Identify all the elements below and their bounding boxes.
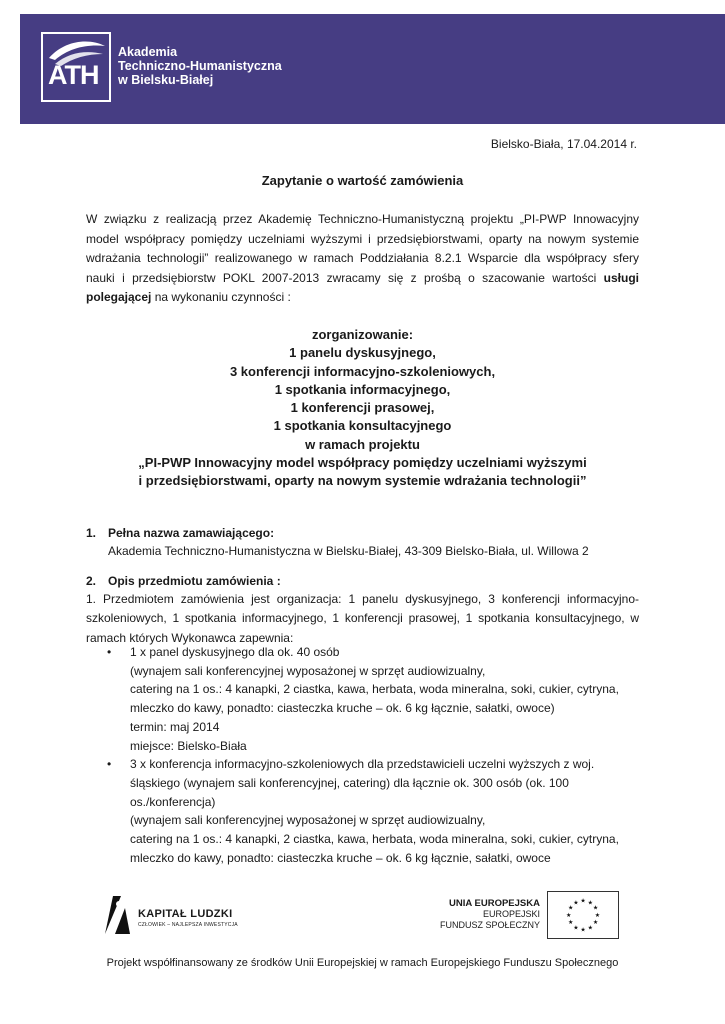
header-banner [20,14,725,124]
scope-line: „PI-PWP Innowacyjny model współpracy pomiędzy uczelniami wyższymi [138,455,587,471]
scope-line: i przedsiębiorstwami, oparty na nowym systemie wdrażania technologii” [138,473,587,489]
kapital-ludzki-icon [103,894,131,936]
footer-logos [0,886,725,946]
section-number: 2. [86,574,97,588]
eu-star-icon: ★ [580,927,586,934]
bullet-list [86,643,639,867]
eu-fund-line: EUROPEJSKI [482,909,540,919]
kapital-ludzki-title: KAPITAŁ LUDZKI [138,908,233,920]
eu-star-icon: ★ [587,925,593,932]
eu-star-icon: ★ [592,920,599,927]
eu-fund-text [420,898,540,931]
list-line: termin: maj 2014 [130,719,220,734]
eu-star-icon: ★ [573,925,579,932]
list-item [86,755,639,867]
section-body: 1. Przedmiotem zamówienia jest organizacja: 1 panelu dyskusyjnego, 3 konferencji informacyjno-szkoleniowych, 1 spotkania informacyjnego, 1 konferencji prasowej, 1 spotkania konsultacyjnego, w ramach których Wykonawca zapewnia: [86,592,639,645]
section-1 [86,524,639,560]
org-line: Akademia [118,45,178,59]
ath-logo [41,32,111,102]
scope-line: 1 panelu dyskusyjnego, [289,345,436,361]
eu-star-icon: ★ [567,905,574,912]
kapital-ludzki-subtitle: CZŁOWIEK – NAJLEPSZA INWESTYCJA [138,922,238,928]
scope-line: zorganizowanie: [311,327,414,342]
list-line: catering na 1 os.: 4 kanapki, 2 ciastka, kawa, herbata, woda mineralna, soki, cukier, cytryna, [130,682,619,697]
section-heading [86,572,639,590]
bullet-icon: • [107,757,112,772]
scope-line: 3 konferencji informacyjno-szkoleniowych, [229,363,496,379]
section-body: Akademia Techniczno-Humanistyczna w Bielsku-Białej, 43-309 Bielsko-Biała, ul. Willowa 2 [108,544,589,558]
scope-line: 1 spotkania informacyjnego, [274,381,451,397]
list-line: (wynajem sali konferencyjnej wyposażonej w sprzęt audiowizualny, [130,663,486,678]
document-date: Bielsko-Biała, 17.04.2014 r. [490,137,637,151]
list-line: 3 x konferencja informacyjno-szkoleniowych dla przedstawicieli uczelni wyższych z woj. [130,757,595,772]
eu-fund-line: FUNDUSZ SPOŁECZNY [439,920,540,930]
org-line: Techniczno-Humanistyczna [118,59,282,73]
section-title: Opis przedmiotu zamówienia : [108,574,281,588]
intro-paragraph [86,210,639,308]
eu-star-icon: ★ [567,920,574,927]
organization-name [118,45,282,87]
scope-line: 1 spotkania konsultacyjnego [273,418,452,434]
eu-star-icon: ★ [580,898,586,905]
section-title: Pełna nazwa zamawiającego: [108,526,275,540]
list-line: śląskiego (wynajem sali konferencyjnej, catering) dla łącznie ok. 300 osób (ok. 100 [130,775,569,790]
eu-flag-icon [547,891,619,939]
list-line: miejsce: Bielsko-Biała [130,738,247,753]
cofinancing-note: Projekt współfinansowany ze środków Unii Europejskiej w ramach Europejskiego Funduszu Społecznego [106,957,619,969]
list-line: 1 x panel dyskusyjnego dla ok. 40 osób [130,645,340,659]
section-heading [86,524,639,542]
eu-star-icon: ★ [587,900,593,907]
document-title: Zapytanie o wartość zamówienia [261,173,464,188]
intro-text-end: na wykonaniu czynności : [151,290,291,305]
list-line: catering na 1 os.: 4 kanapki, 2 ciastka, kawa, herbata, woda mineralna, soki, cukier, cytryna, [130,832,619,847]
list-line: os./konferencja) [130,794,216,809]
list-item [86,643,639,755]
scope-summary [0,326,725,491]
logo-letters: ATH [48,60,99,90]
eu-star-icon: ★ [594,912,600,919]
eu-star-icon: ★ [592,905,599,912]
eu-name: UNIA EUROPEJSKA [449,898,540,909]
section-number: 1. [86,526,97,540]
list-line: mleczko do kawy, ponadto: ciasteczka kruche – ok. 6 kg łącznie, sałatki, owoce) [130,701,555,716]
intro-bold: usługi polegającej [86,270,639,305]
eu-star-icon: ★ [573,900,579,907]
section-2 [86,572,639,648]
org-line: w Bielsku-Białej [118,73,214,87]
list-line: (wynajem sali konferencyjnej wyposażonej w sprzęt audiowizualny, [130,813,486,828]
scope-line: 1 konferencji prasowej, [290,400,435,416]
bullet-icon: • [107,645,112,659]
eu-star-icon: ★ [566,912,572,919]
intro-text: W związku z realizacją przez Akademię Techniczno-Humanistyczną projektu „PI-PWP Innowacyjny model współpracy pomiędzy uczelniami wyższymi i przedsiębiorstwami, oparty na nowym systemie wdrażania technologii” realizowanego w ramach Poddziałania 8.2.1 Wsparcie dla współpracy sfery nauki i przedsiębiorstw POKL 2007-2013 zwracamy się z prośbą o szacowanie wartości [86,212,639,285]
list-line: mleczko do kawy, ponadto: ciasteczka kruche – ok. 6 kg łącznie, sałatki, owoce [130,850,551,865]
scope-line: w ramach projektu [305,436,420,452]
